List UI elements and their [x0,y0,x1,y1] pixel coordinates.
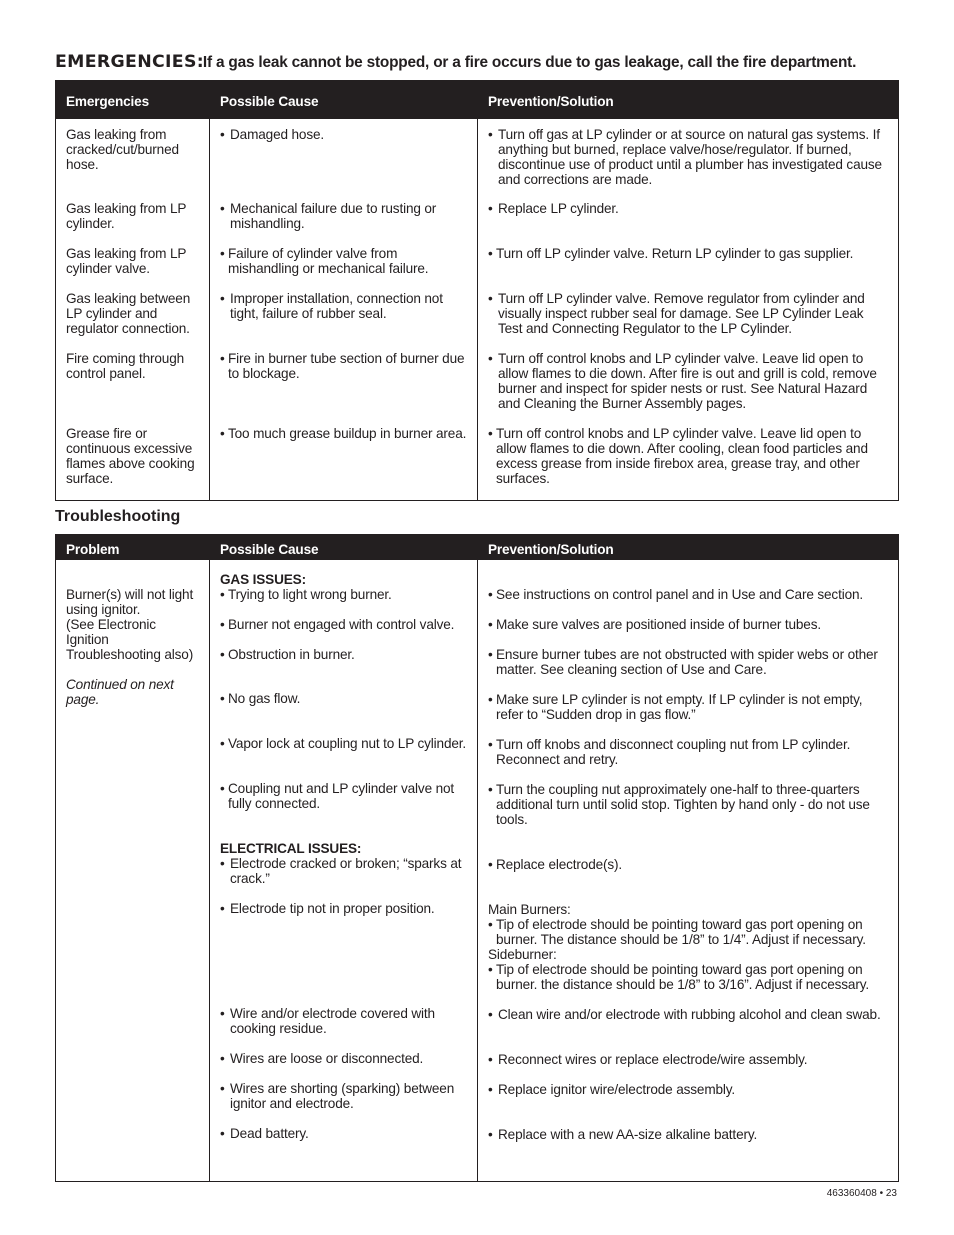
bullet: • [488,291,493,306]
bullet: • [220,246,225,261]
cause-column [210,560,478,1182]
bullet: • [220,736,225,751]
cause-item: • Wires are shorting (sparking) between ignitor and electrode. [220,1081,455,1111]
continued-note: Continued on next page. [66,677,174,707]
solution-item: • Replace with a new AA-size alkaline battery. [488,1127,758,1142]
gas-issues-heading: GAS ISSUES: [220,572,306,587]
emergency-cell: Gas leaking between LP cylinder and regulator connection. [56,276,210,336]
bullet: • [488,1052,493,1067]
bullet: • [488,201,493,216]
emergencies-header-row [56,80,899,119]
troubleshooting-table [55,534,899,1182]
solution-cell: • Turn off LP cylinder valve. Remove regulator from cylinder and visually inspect rubber seal for damage. See LP Cylinder Leak Test and Connecting Regulator to the LP Cylinder. [478,276,899,336]
bullet: • [488,917,493,932]
emergency-headline [55,52,905,72]
solution-cell: • Replace LP cylinder. [478,192,899,231]
emergency-cell: Gas leaking from LP cylinder. [56,192,210,231]
solution-item: • Replace ignitor wire/electrode assembly. [488,1082,888,1112]
main-burners-label: Main Burners: [488,902,571,917]
solution-cell: • Turn off control knobs and LP cylinder valve. Leave lid open to allow flames to die down. After cooling, clean food particles and excess grease from inside firebox area, grease tray, and other surfaces. [478,411,899,501]
page-footer [827,1188,897,1199]
troubleshooting-header-row [56,534,899,560]
bullet: • [488,1007,493,1022]
bullet: • [488,127,493,142]
electrical-issues-heading: ELECTRICAL ISSUES: [220,841,362,856]
table-row [56,336,899,411]
cause-item: • Burner not engaged with control valve. [220,617,455,632]
emergency-cell: Gas leaking from cracked/cut/burned hose. [56,119,210,192]
cause-item: • Electrode tip not in proper position. [220,901,467,991]
bullet: • [488,857,493,872]
table-row [56,276,899,336]
cause-item: • Vapor lock at coupling nut to LP cylinder. [220,736,467,766]
col-header-prevention-solution: Prevention/Solution [478,534,899,560]
bullet: • [488,962,493,977]
table-row [56,231,899,276]
bullet: • [220,691,225,706]
bullet: • [220,127,225,142]
solution-item: • Ensure burner tubes are not obstructed with spider webs or other matter. See cleaning section of Use and Care. [488,647,878,677]
bullet: • [220,1081,225,1096]
bullet: • [488,647,493,662]
solution-item: • Turn off knobs and disconnect coupling nut from LP cylinder. Reconnect and retry. [488,737,851,767]
bullet: • [220,781,225,796]
cause-item: • Wires are loose or disconnected. [220,1051,424,1066]
headline-message: If a gas leak cannot be stopped, or a fire occurs due to gas leakage, call the fire department. [202,54,857,71]
solution-item: • Reconnect wires or replace electrode/wire assembly. [488,1052,808,1067]
solution-cell: • Turn off control knobs and LP cylinder valve. Leave lid open to allow flames to die down. After fire is out and grill is cold, remove burner and inspect for spider nests or rust. See Natural Hazard and Cleaning the Burner Assembly pages. [478,336,899,411]
cause-item: • Dead battery. [220,1126,309,1141]
cause-item: • Electrode cracked or broken; “sparks at crack.” [220,856,462,886]
cause-item: • Obstruction in burner. [220,647,467,676]
bullet: • [488,617,493,632]
bullet: • [220,1006,225,1021]
bullet: • [488,426,493,441]
bullet: • [220,647,225,662]
emergency-cell: Grease fire or continuous excessive flames above cooking surface. [56,411,210,501]
solution-item: • Clean wire and/or electrode with rubbing alcohol and clean swab. [488,1007,888,1037]
solution-item: • Replace electrode(s). [488,857,623,872]
bullet: • [220,587,225,602]
cause-cell: • Improper installation, connection not tight, failure of rubber seal. [210,276,478,336]
cause-item: • No gas flow. [220,691,467,721]
solution-item: • See instructions on control panel and in Use and Care section. [488,587,864,602]
bullet: • [220,617,225,632]
bullet: • [220,901,225,916]
cause-cell: • Failure of cylinder valve from mishandling or mechanical failure. [210,231,478,276]
solution-cell: • Turn off LP cylinder valve. Return LP cylinder to gas supplier. [478,231,899,276]
section-title-troubleshooting: Troubleshooting [55,508,181,525]
bullet: • [220,291,225,306]
col-header-emergencies: Emergencies [56,80,210,119]
bullet: • [220,351,225,366]
bullet: • [220,426,225,441]
solution-item: • Turn the coupling nut approximately one-half to three-quarters additional turn until solid stop. Tighten by hand only - do not use tools. [488,782,870,827]
col-header-problem: Problem [56,534,210,560]
bullet: • [488,692,493,707]
problem-note: (See Electronic Ignition Troubleshooting also) [66,617,194,662]
cause-item: • Coupling nut and LP cylinder valve not fully connected. [220,781,467,826]
solution-item: • Make sure LP cylinder is not empty. If LP cylinder is not empty, refer to “Sudden drop in gas flow.” [488,692,863,722]
bullet: • [220,856,225,871]
bullet: • [220,1051,225,1066]
solution-item-electrode-position: Main Burners: • Tip of electrode should be pointing toward gas port opening on burner. The distance should be 1/8” to 1/4”. Adjust if necessary. Sideburner: • Tip of electrode should be pointing toward gas port opening on burner. the distance should be 1/8” to 3/16”. Adjust if necessary. [488,902,888,992]
col-header-possible-cause: Possible Cause [210,534,478,560]
cause-cell: • Fire in burner tube section of burner due to blockage. [210,336,478,411]
solution-item: • Make sure valves are positioned inside of burner tubes. [488,617,821,632]
bullet: • [488,587,493,602]
emergency-cell: Fire coming through control panel. [56,336,210,411]
table-row [56,411,899,501]
table-row [56,560,899,1182]
bullet: • [488,782,493,797]
bullet: • [488,1082,493,1097]
table-row [56,119,899,192]
bullet: • [488,737,493,752]
bullet: • [220,1126,225,1141]
sideburner-label: Sideburner: [488,947,557,962]
table-row [56,192,899,231]
problem-text: Burner(s) will not light using ignitor. [66,587,194,617]
problem-cell [56,560,210,1182]
solution-column [478,560,899,1182]
cause-item: • Trying to light wrong burner. [220,587,392,602]
page-number: 23 [885,1188,897,1199]
emergency-cell: Gas leaking from LP cylinder valve. [56,231,210,276]
emergencies-table [55,80,899,501]
document-number: 463360408 [826,1188,877,1199]
cause-item: • Wire and/or electrode covered with cooking residue. [220,1006,435,1036]
bullet: • [488,246,493,261]
footer-separator: • [879,1188,884,1199]
cause-cell: • Mechanical failure due to rusting or mishandling. [210,192,478,231]
bullet: • [220,201,225,216]
cause-cell: • Too much grease buildup in burner area. [210,411,478,501]
cause-cell: • Damaged hose. [210,119,478,192]
headline-lead: EMERGENCIES: [55,52,205,71]
col-header-prevention-solution: Prevention/Solution [478,80,899,119]
col-header-possible-cause: Possible Cause [210,80,478,119]
bullet: • [488,1127,493,1142]
bullet: • [488,351,493,366]
solution-cell: • Turn off gas at LP cylinder or at source on natural gas systems. If anything but burned, replace valve/hose/regulator. If burned, discontinue use of product until a plumber has investigated cause and corrections are made. [478,119,899,192]
